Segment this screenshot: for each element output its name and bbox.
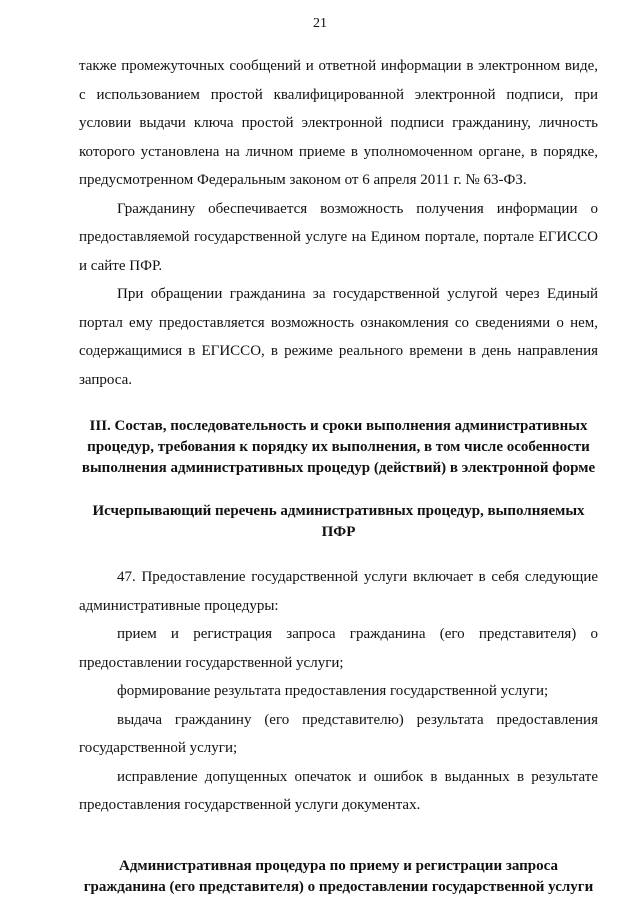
paragraph-information-access: Гражданину обеспечивается возможность получения информации о предоставляемой государственной услуге на Едином портале, портале ЕГИССО и сайте ПФР. [79, 200, 598, 274]
paragraph-continuation: также промежуточных сообщений и ответной информации в электронном виде, с использованием простой квалифицированной электронной подписи, при условии выдачи ключа простой электронной подписи гражданину, личность которого установлена на личном приеме в уполномоченном органе, в порядке, предусмотренном Федеральным законом от 6 апреля 2011 г. № 63-ФЗ. [79, 58, 598, 188]
page-number: 21 [313, 16, 327, 31]
list-item-formation: формирование результата предоставления государственной услуги; [117, 683, 549, 699]
procedures-subheading: Исчерпывающий перечень административных процедур, выполняемых ПФР [92, 503, 585, 540]
section-heading: III. Состав, последовательность и сроки выполнения административных процедур, требования к порядку их выполнения, в том числе особенности выполнения административных процедур (действий) в электронной форме [81, 418, 596, 476]
page-content [79, 52, 598, 898]
list-item-correction: исправление допущенных опечаток и ошибок в выданных в результате предоставления государственной услуги документах. [79, 768, 598, 813]
reception-procedure-heading: Административная процедура по приему и регистрации запроса гражданина (его представителя) о предоставлении государственной услуги [83, 857, 594, 895]
paragraph-egisso-access: При обращении гражданина за государственной услугой через Единый портал ему предоставляется возможность ознакомления со сведениями о нем, содержащимися в ЕГИССО, в режиме реального времени в день направления запроса. [79, 286, 598, 388]
paragraph-47: 47. Предоставление государственной услуги включает в себя следующие административные процедуры: [79, 569, 598, 614]
list-item-issuance: выдача гражданину (его представителю) результата предоставления государственной услуги; [79, 711, 598, 756]
list-item-reception: прием и регистрация запроса гражданина (его представителя) о предоставлении государственной услуги; [79, 626, 598, 671]
